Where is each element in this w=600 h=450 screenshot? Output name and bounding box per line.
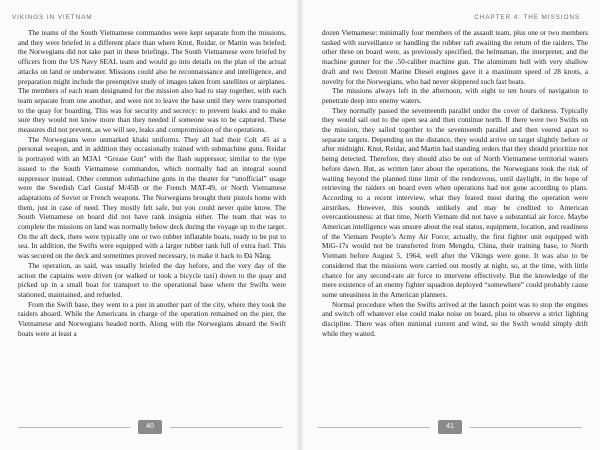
right-page-body <box>322 28 588 339</box>
paragraph: The missions always left in the afternoon, with eight to ten hours of navigation to penetrate deep into enemy waters. <box>322 86 588 105</box>
paragraph: The operation, as said, was usually briefed the day before, and the very day of the action the captains were driven (or walked or took a bicycle taxi) down to the quay and picked up in a small boat for transport to the operational base where the Swifts were stationed, maintained, and refueled. <box>18 260 286 299</box>
paragraph: The teams of the South Vietnamese commandos were kept separate from the missions, and they were briefed in a different place than where Knut, Reidar, or Martin was briefed; the Norwegians did not take part in these briefings. The South Vietnamese were briefed by officers from the US Navy SEAL team and would go into details on the plan of the actual attacks on land or underwater. Missions could also be reconnaissance and intelligence, and preparation might include the preemptive study of images taken from satellites or airplanes. The members of each team designated for the mission also had to stay together, with each team separate from one another, and were not to leave the base until they were transported to the quay for boarding. This was for security and secrecy: to prevent leaks and to make sure they would not know more than they needed if someone was to be captured. These measures did not prevent, as we will see, leaks and compromission of the operations. <box>18 28 286 135</box>
left-page-footer <box>0 420 300 434</box>
paragraph: They normally passed the seventeenth parallel under the cover of darkness. Typically they would sail out to the open sea and then continue north. If there were two Swifts on the mission, they sailed together to the seventeenth parallel and then veered apart to separate targets. Depending on the distance, they would arrive on target slightly before or after midnight. Knut, Reidar, and Martin had standing orders that they should prioritize not being detected. Therefore, they should also be out of North Vietnamese territorial waters before dawn. But, as written later about the operations, the Norwegians took the risk of waiting beyond the planned time limit of the rendezvous, until daylight, in the hope of retrieving the raiders on board even when operations had not gone according to plans. According to a recent interview, what they feared most during the operation were airstrikes. However, this sounds unlikely and may be credited to American overcautiousness: at that time, North Vietnam did not have a substantial air force. Maybe American intelligence was unsure about the real status, equipment, location, and readiness of the Vietnam People’s Army Air Force; actually, the first fighter unit equipped with MiG-17s would not be transferred from Mengdu, China, their training base, to North Vietnam before August 5, 1964, well after the Vikings were gone. It was also to be considered that the missions were carried out mostly at night, so, at the time, with little chance for any second-rate air force to intervene effectively. But the knowledge of the mere existence of an enemy fighter squadron deployed “somewhere” could probably cause some uneasiness in the American planners. <box>322 105 588 299</box>
footer-rule <box>18 427 130 428</box>
page-number-left: 40 <box>138 420 162 434</box>
right-page-footer <box>300 420 600 434</box>
footer-rule <box>170 427 282 428</box>
paragraph: Normal procedure when the Swifts arrived at the launch point was to stop the engines and switch off whatever else could make noise on board, plus to observe a strict lighting discipline. There was often minimal current and wind, so the Swift would simply drift while they waited. <box>322 299 588 338</box>
footer-rule <box>318 427 430 428</box>
footer-rule <box>470 427 582 428</box>
left-page-body <box>18 28 286 339</box>
running-head-left: VIKINGS IN VIETNAM <box>12 14 93 21</box>
paragraph: From the Swift base, they went to a pier in another part of the city, where they took the raiders aboard. While the Americans in charge of the operation remained on the pier, the Vietnamese and Norwegians headed north. Along with the Norwegians aboard the Swift boats were at least a <box>18 299 286 338</box>
paragraph: dozen Vietnamese: minimally four members of the assault team, plus one or two members tasked with surveillance or handling the rubber raft awaiting the return of the raiders. The other three on board were, as previously specified, the helmsman, the interpreter, and the machine gunner for the .50-caliber machine gun. The aluminum hull with very shallow draft and two Detroit Marine Diesel engines gave it a maximum speed of 28 knots, a novelty for the Norwegians, who had never skippered such fast boats. <box>322 28 588 86</box>
running-head-right: CHAPTER 4: THE MISSIONS <box>474 14 580 21</box>
right-page <box>300 0 600 450</box>
page-number-right: 41 <box>438 420 462 434</box>
paragraph: The Norwegians were unmarked khaki uniforms. They all had their Colt .45 as a personal weapon, and in addition they occasionally trained with submachine guns. Reidar is portrayed with an M3A1 “Grease Gun” with the flash suppressor, similar to the type issued to the South Vietnamese commandos, which normally had an integral sound suppressor instead. Other common submachine guns in the theater for “unofficial” usage were the Swedish Carl Gustaf M/45B or the French MAT-49, or North Vietnamese adaptations of Soviet or French weapons. The Norwegians brought their pistols home with them, just in case of need. They mostly felt safe, but you could never quite know. The South Vietnamese on board did not have rank insignia either. The team that was to complete the missions on land was normally below deck during the voyage up to the target. On the aft deck, there were typically one or two rubber inflatable boats, ready to be put to sea. In addition, the Swifts were equipped with a larger rubber tank full of extra fuel. This was secured on the deck and sometimes proved necessary, to make it back to Đà Nẵng. <box>18 134 286 261</box>
